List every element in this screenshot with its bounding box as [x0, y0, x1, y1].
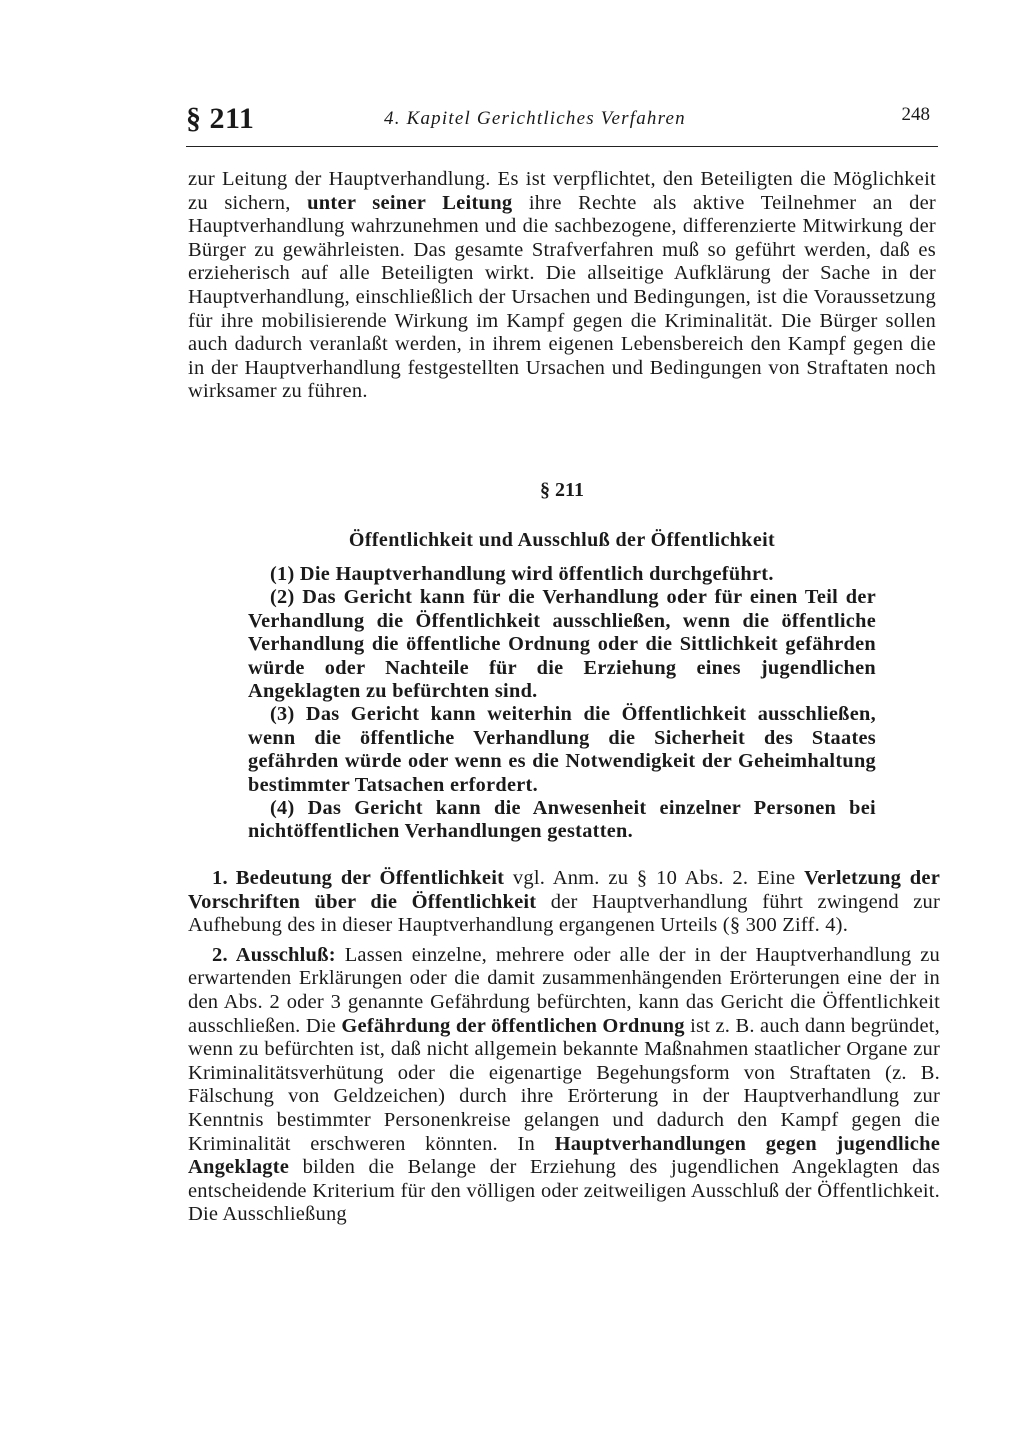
- law-clause-3: (3) Das Gericht kann weiterhin die Öffentlichkeit ausschließen, wenn die öffentliche Verhandlung die Sicherheit des Staates gefährden würde oder wenn es die Notwendigkeit der Geheimhaltung bestimmter Tatsachen erfordert.: [248, 703, 876, 796]
- running-head: [186, 100, 938, 144]
- annotation-2: [188, 944, 940, 1227]
- annotation-number: 1.: [212, 867, 228, 889]
- annotation-number: 2.: [212, 943, 228, 966]
- page-number: 248: [901, 104, 930, 125]
- annotation-bold: Hauptverhandlungen gegen jugendliche Angeklagte: [188, 1132, 940, 1179]
- annotation-bold: Gefährdung der öffentlichen Ordnung: [341, 1014, 685, 1037]
- law-clause-2: (2) Das Gericht kann für die Verhandlung oder für einen Teil der Verhandlung die Öffentlichkeit ausschließen, wenn die öffentliche Verhandlung die öffentliche Ordnung oder die Sittlichkeit gefährden würde oder Nachteile für die Erziehung eines jugendlichen Angeklagten zu befürchten sind.: [248, 586, 876, 703]
- annotations: [188, 867, 940, 1227]
- annotation-text: ist z. B. auch dann begründet, wenn zu befürchten ist, daß nicht allgemein bekannte Maßnahmen staatlicher Organe zur Kriminalitätsverhütung oder die eigenartige Begehungsform von Straftaten (z. B. Fälschung von Geldzeichen) durch ihre Erörterung in der Hauptverhandlung zur Kenntnis bestimmter Personenkreise gelangen und dadurch den Kampf gegen die Kriminalität erschweren könnten. In: [188, 1014, 940, 1155]
- header-chapter-title: 4. Kapitel Gerichtliches Verfahren: [384, 108, 686, 129]
- annotation-bold: Bedeutung der Öffentlichkeit: [235, 867, 505, 889]
- intro-paragraph: [188, 168, 936, 404]
- law-clause-1: (1) Die Hauptverhandlung wird öffentlich durchgeführt.: [270, 563, 774, 585]
- annotation-bold: Ausschluß:: [235, 943, 336, 966]
- annotation-text: Lassen einzelne, mehrere oder alle der in der Hauptverhandlung zu erwartenden Erklärungen oder die damit zusammenhängenden Erörterungen eine der in den Abs. 2 oder 3 genannte Gefährdung befürchten, kann das Gericht die Öffentlichkeit ausschließen. Die: [188, 943, 940, 1037]
- intro-text-2: ihre Rechte als aktive Teilnehmer an der Hauptverhandlung wahrzunehmen und die sachbezogene, differenzierte Mitwirkung der Bürger zu gewährleisten. Das gesamte Strafverfahren muß so geführt werden, daß es erzieherisch auf alle Beteiligten wirkt. Die allseitige Aufklärung der Sache in der Hauptverhandlung, einschließlich der Ursachen und Bedingungen, ist die Voraussetzung für ihre mobilisierende Wirkung im Kampf gegen die Kriminalität. Die Bürger sollen auch dadurch veranlaßt werden, in ihrem eigenen Lebensbereich den Kampf gegen die in der Hauptverhandlung festgestellten Ursachen und Bedingungen von Straftaten noch wirksamer zu führen.: [188, 191, 936, 403]
- law-clause-4: (4) Das Gericht kann die Anwesenheit einzelner Personen bei nichtöffentlichen Verhandlungen gestatten.: [248, 797, 876, 843]
- intro-bold-1: unter seiner Leitung: [307, 191, 513, 214]
- header-section-number: § 211: [186, 102, 255, 135]
- annotation-bold: Verletzung der Vorschriften über die Öffentlichkeit: [188, 867, 940, 913]
- intro-text-1: zur Leitung der Hauptverhandlung. Es ist verpflichtet, den Beteiligten die Möglichkeit zu sichern,: [188, 168, 936, 214]
- section-title: Öffentlichkeit und Ausschluß der Öffentlichkeit: [348, 529, 776, 551]
- annotation-1: [188, 867, 940, 938]
- annotation-text: der Hauptverhandlung führt zwingend zur Aufhebung des in dieser Hauptverhandlung ergangenen Urteils (§ 300 Ziff. 4).: [188, 890, 941, 937]
- annotation-text: bilden die Belange der Erziehung des jugendlichen Angeklagten das entscheidende Kriterium für den völligen oder zeitweiligen Ausschluß der Öffentlichkeit. Die Ausschließung: [188, 1156, 940, 1226]
- law-text: [248, 563, 876, 844]
- annotation-text: vgl. Anm. zu § 10 Abs. 2. Eine: [504, 867, 805, 889]
- header-rule: [186, 146, 938, 147]
- section-number: § 211: [540, 479, 584, 501]
